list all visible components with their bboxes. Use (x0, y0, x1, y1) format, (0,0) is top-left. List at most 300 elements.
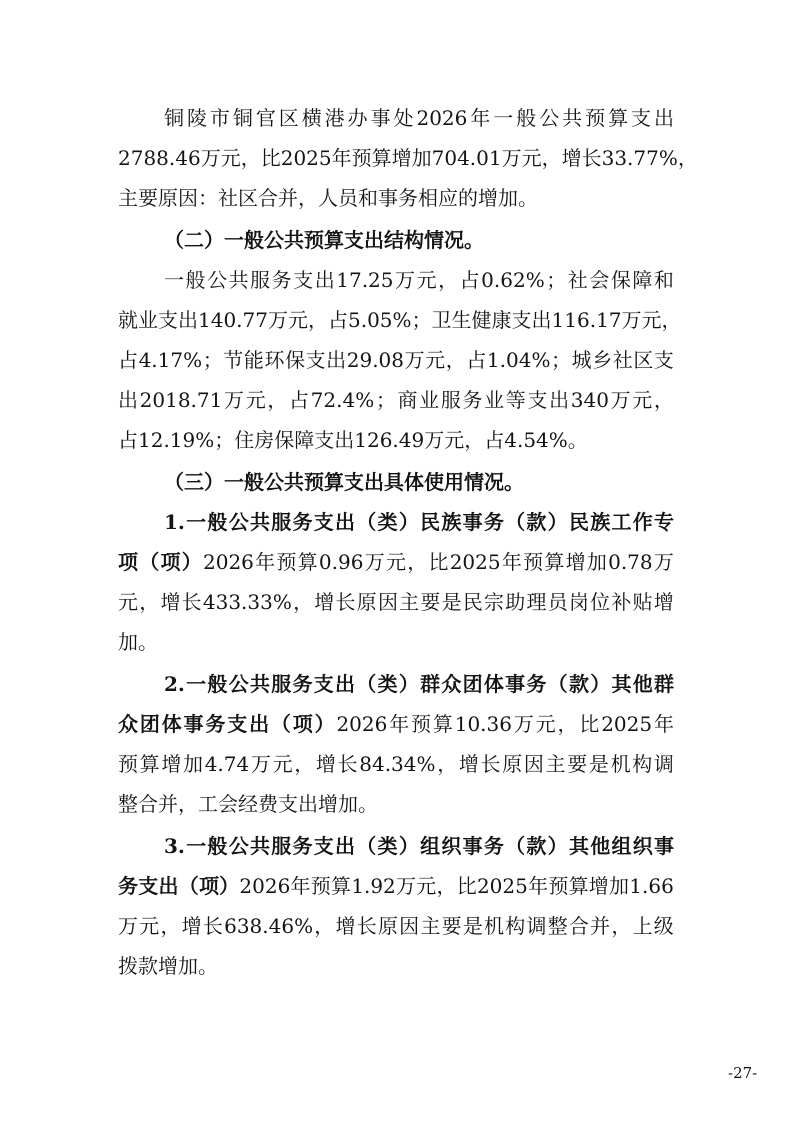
text-token: 保 (285, 348, 306, 372)
text-token: 是 (588, 752, 609, 776)
text-token: 占 (459, 268, 480, 292)
text-line (118, 342, 674, 378)
bold-text-token: 作 (632, 510, 653, 534)
text-token: 增 (314, 590, 335, 614)
line-text: 占12.19%；住房保障支出126.49万元，占4.54%。 (118, 428, 588, 452)
bold-text-token: 事 (654, 834, 674, 858)
bold-text-token: 组 (611, 834, 632, 858)
text-token: 长 (202, 914, 223, 938)
text-line (164, 222, 484, 258)
bold-text-token: 支 (313, 510, 334, 534)
bold-text-token: 民 (420, 510, 441, 534)
text-token: 要 (441, 914, 462, 938)
bold-text-token: 织 (441, 834, 462, 858)
bold-text-token: 出 (158, 874, 179, 898)
text-token: 环 (264, 348, 285, 372)
text-token: 比 (456, 874, 477, 898)
bold-text-token: 类 (377, 510, 398, 534)
text-token: ， (438, 268, 459, 292)
bold-text-token: 一 (186, 510, 207, 534)
bold-text-token: 其 (611, 672, 632, 696)
text-token: 公 (539, 106, 560, 130)
text-token: 增 (653, 590, 674, 614)
text-token: 原 (502, 752, 523, 776)
text-token: 支 (631, 106, 652, 130)
bold-text-token: 务 (205, 712, 226, 736)
text-token: 2018.71 (139, 388, 223, 412)
bold-text-token: 共 (249, 510, 270, 534)
text-token: 社 (567, 268, 588, 292)
bold-text-token: （ (356, 672, 377, 696)
bold-text-token: （ (505, 510, 526, 534)
text-line (118, 908, 674, 944)
text-token: 事 (370, 106, 391, 130)
text-token: 增 (335, 914, 356, 938)
text-token: 调 (526, 914, 547, 938)
bold-text-token: 众 (118, 712, 138, 736)
text-token: 元 (220, 146, 241, 170)
text-line (118, 302, 682, 338)
text-token: 调 (653, 752, 674, 776)
bold-text-token: 织 (632, 834, 653, 858)
text-token: 一 (493, 106, 514, 130)
bold-text-token: 事 (462, 510, 483, 534)
text-token: 2025 (476, 874, 528, 898)
bold-text-token: （ (356, 510, 377, 534)
text-token: 638.46% (224, 914, 314, 938)
text-token: 支 (653, 348, 674, 372)
bold-text-token: 般 (207, 834, 228, 858)
line-text: 主要原因：社区合并，人员和事务相应的增加。 (118, 186, 538, 210)
text-token: 贴 (632, 590, 653, 614)
text-token: 算 (139, 752, 160, 776)
text-token: 长 (581, 146, 602, 170)
bold-text-token: 众 (441, 672, 462, 696)
text-token: 2026 (416, 106, 468, 130)
bold-text-token: 共 (249, 834, 270, 858)
text-line (118, 544, 674, 580)
text-token: 是 (441, 590, 462, 614)
text-token: 业 (138, 308, 158, 332)
text-token: 因 (399, 914, 420, 938)
text-token: 处 (393, 106, 414, 130)
line-text: 整合并，工会经费支出增加。 (118, 792, 378, 816)
text-token: ， (445, 348, 466, 372)
text-token: 元 (385, 550, 406, 574)
bold-text-token: （ (178, 874, 199, 898)
bold-text-token: 项 (292, 712, 313, 736)
bold-text-token: 务 (483, 510, 504, 534)
bold-text-token: 族 (441, 510, 462, 534)
text-token: 万 (118, 914, 138, 938)
text-token: ， (653, 388, 674, 412)
text-line (164, 828, 674, 864)
text-token: 1.92 (351, 874, 396, 898)
bold-text-token: ） (547, 510, 568, 534)
text-token: 就 (118, 308, 138, 332)
bold-text-token: 出 (335, 834, 356, 858)
text-token: 万 (513, 712, 534, 736)
text-token: 增 (458, 752, 479, 776)
text-token: ， (677, 146, 698, 170)
bold-text-token: （ (505, 834, 526, 858)
text-token: 加 (586, 550, 607, 574)
bold-text-token: 项 (118, 550, 138, 574)
text-token: ， (293, 590, 314, 614)
text-line (164, 262, 674, 298)
text-token: 万 (621, 308, 642, 332)
text-token: 元 (535, 712, 556, 736)
text-token: 区 (278, 106, 299, 130)
text-token: 4.74 (204, 752, 250, 776)
text-token: 服 (250, 268, 271, 292)
text-token: 元 (272, 752, 293, 776)
text-token: 2025 (449, 550, 501, 574)
bold-text-token: 其 (568, 834, 589, 858)
text-token: ； (546, 268, 567, 292)
text-token: 72.4% (310, 388, 375, 412)
text-token: 节 (223, 348, 244, 372)
text-token: 5.05% (347, 308, 412, 332)
line-text: 加。 (118, 630, 158, 654)
text-token: 原 (356, 590, 377, 614)
text-token: 比 (428, 550, 449, 574)
text-line (118, 422, 588, 458)
text-token: ， (437, 752, 458, 776)
text-token: 是 (462, 914, 483, 938)
bold-heading-text: （三）一般公共预算支出具体使用情况。 (164, 470, 524, 494)
bold-text-token: （ (139, 550, 160, 574)
text-token: 主 (399, 590, 420, 614)
text-token: 1.04% (486, 348, 551, 372)
text-token: ， (541, 146, 562, 170)
text-token: 预 (351, 146, 372, 170)
text-token: 33.77% (601, 146, 678, 170)
text-token: 万 (610, 388, 631, 412)
text-line (164, 504, 674, 540)
text-token: 障 (632, 268, 653, 292)
text-token: 员 (547, 590, 568, 614)
bold-text-token: 工 (611, 510, 632, 534)
bold-text-token: 务 (292, 672, 313, 696)
text-token: 433.33% (202, 590, 292, 614)
bold-text-token: 服 (271, 672, 292, 696)
text-token: 并 (590, 914, 611, 938)
text-token: ； (375, 388, 396, 412)
text-token: 29.08 (346, 348, 405, 372)
text-token: ， (139, 590, 160, 614)
text-token: 出 (531, 308, 552, 332)
text-token: 长 (356, 914, 377, 938)
text-line (118, 868, 674, 904)
text-token: 机 (484, 914, 505, 938)
bold-text-token: （ (270, 712, 291, 736)
text-token: 元 (632, 388, 653, 412)
text-token: 要 (567, 752, 588, 776)
bold-text-token: ） (398, 672, 419, 696)
text-token: 算 (544, 550, 565, 574)
text-token: 和 (653, 268, 674, 292)
bold-text-token: ） (547, 834, 568, 858)
bold-text-token: ） (398, 510, 419, 534)
bold-text-token: ） (398, 834, 419, 858)
bold-text-token: 款 (568, 672, 589, 696)
text-token: 预 (523, 550, 544, 574)
text-token: 140.77 (198, 308, 268, 332)
text-token: 2026 (203, 550, 254, 574)
bold-text-token: 务 (292, 510, 313, 534)
text-token: 年 (331, 146, 352, 170)
text-line (118, 786, 378, 822)
text-line (118, 948, 218, 984)
text-line (164, 464, 524, 500)
text-token: 官 (255, 106, 276, 130)
bold-text-token: ） (590, 672, 611, 696)
text-token: 助 (505, 590, 526, 614)
bold-text-token: 事 (505, 672, 526, 696)
text-token: 加 (411, 146, 432, 170)
text-token: 因 (523, 752, 544, 776)
text-token: 2026 (336, 712, 388, 736)
bold-text-token: 服 (271, 834, 292, 858)
text-token: 出 (326, 348, 347, 372)
text-token: 704.01 (431, 146, 502, 170)
text-token: 万 (501, 146, 522, 170)
text-token: 预 (276, 550, 297, 574)
text-token: ， (267, 388, 288, 412)
bold-text-token: 体 (483, 672, 504, 696)
bold-text-token: 支 (227, 712, 248, 736)
text-token: 城 (571, 348, 592, 372)
text-token: 般 (516, 106, 537, 130)
bold-text-token: 事 (183, 712, 204, 736)
text-token: 增 (588, 874, 609, 898)
bold-text-token: 支 (138, 874, 159, 898)
text-token: 出 (314, 268, 335, 292)
text-token: 港 (324, 106, 345, 130)
bold-text-token: 出 (335, 510, 356, 534)
text-token: 万 (395, 268, 416, 292)
text-token: 务 (271, 268, 292, 292)
text-token: 公 (207, 268, 228, 292)
text-token: 万 (396, 874, 417, 898)
text-token: 116.17 (551, 308, 622, 332)
text-token: 理 (526, 590, 547, 614)
bold-text-token: 群 (420, 672, 441, 696)
bold-text-token: 出 (335, 672, 356, 696)
bold-text-token: 支 (313, 672, 334, 696)
text-token: 卫 (431, 308, 452, 332)
text-token: 民 (462, 590, 483, 614)
text-line (118, 584, 674, 620)
text-token: ， (160, 914, 181, 938)
text-token: 年 (255, 550, 276, 574)
text-token: 340 (570, 388, 609, 412)
bold-text-token: 公 (228, 510, 249, 534)
text-token: 预 (310, 874, 331, 898)
text-token: 服 (440, 388, 461, 412)
text-token: 元 (416, 874, 437, 898)
text-token: 位 (590, 590, 611, 614)
text-token: 办 (347, 106, 368, 130)
text-line (118, 624, 158, 660)
text-token: 铜 (232, 106, 253, 130)
text-token: 康 (491, 308, 512, 332)
text-token: 元 (118, 590, 138, 614)
text-line (118, 706, 674, 742)
text-token: 横 (301, 106, 322, 130)
text-token: 整 (547, 914, 568, 938)
text-token: 铜 (164, 106, 184, 130)
text-token: 共 (228, 268, 249, 292)
text-token: 元 (416, 268, 437, 292)
text-token: 万 (404, 348, 425, 372)
bold-text-token: 务 (483, 834, 504, 858)
bold-text-token: 一 (186, 672, 207, 696)
text-token: 算 (432, 712, 453, 736)
text-token: 出 (178, 308, 198, 332)
text-token: 算 (297, 550, 318, 574)
bold-text-token: 般 (207, 510, 228, 534)
text-token: 84.34% (359, 752, 436, 776)
text-token: 预 (118, 752, 138, 776)
text-token: 合 (568, 914, 589, 938)
text-token: 年 (528, 874, 549, 898)
text-token: 0.62% (481, 268, 545, 292)
text-token: 比 (260, 146, 281, 170)
text-token: ， (240, 146, 261, 170)
text-token: 算 (331, 874, 352, 898)
text-token: 主 (545, 752, 566, 776)
text-token: ， (661, 308, 682, 332)
text-token: 出 (653, 106, 674, 130)
text-token: 长 (337, 752, 358, 776)
text-token: 比 (579, 712, 600, 736)
text-token: 增 (160, 590, 181, 614)
text-line (164, 100, 674, 136)
text-token: 算 (568, 874, 589, 898)
text-token: 算 (371, 146, 392, 170)
text-token: 支 (158, 308, 178, 332)
bold-text-token: 一 (186, 834, 207, 858)
bold-text-token: 款 (526, 834, 547, 858)
text-token: 元 (245, 388, 266, 412)
text-token: 10.36 (454, 712, 512, 736)
text-token: 算 (608, 106, 629, 130)
text-token: 出 (549, 388, 570, 412)
text-token: 0.96 (318, 550, 364, 574)
text-token: ， (407, 550, 428, 574)
text-token: 万 (200, 146, 221, 170)
bold-text-token: 体 (161, 712, 182, 736)
text-token: 加 (609, 874, 630, 898)
bold-text-token: 共 (249, 672, 270, 696)
text-token: 占 (289, 388, 309, 412)
text-token: 增 (565, 550, 586, 574)
text-token: 17.25 (336, 268, 394, 292)
text-token: 等 (505, 388, 526, 412)
page-number: -27- (728, 1064, 758, 1082)
text-token: 增 (561, 146, 582, 170)
text-token: 占 (118, 348, 138, 372)
text-token: 万 (267, 308, 288, 332)
text-token: 宗 (484, 590, 505, 614)
text-token: 支 (293, 268, 314, 292)
bold-text-token: 支 (313, 834, 334, 858)
text-token: 1.66 (629, 874, 674, 898)
text-token: 万 (364, 550, 385, 574)
text-token: 长 (480, 752, 501, 776)
text-token: 2025 (601, 712, 653, 736)
text-line (118, 180, 538, 216)
text-token: 年 (290, 874, 311, 898)
text-token: 务 (462, 388, 483, 412)
text-token: 会 (589, 268, 610, 292)
text-token: 0.78 (608, 550, 653, 574)
text-token: 元 (641, 308, 662, 332)
text-token: 因 (377, 590, 398, 614)
text-token: ， (611, 914, 632, 938)
bold-text-token: 款 (526, 510, 547, 534)
bold-text-token: ） (314, 712, 335, 736)
bold-text-token: （ (547, 672, 568, 696)
text-token: 社 (612, 348, 633, 372)
bold-text-token: 组 (420, 834, 441, 858)
bold-text-token: 项 (160, 550, 181, 574)
bold-text-token: 他 (590, 834, 611, 858)
bold-text-token: 1. (164, 510, 185, 534)
text-token: 商 (397, 388, 418, 412)
bold-text-token: 3. (164, 834, 185, 858)
text-token: 元 (287, 308, 308, 332)
text-token: 增 (391, 146, 412, 170)
text-token: 元 (521, 146, 542, 170)
bold-text-token: ） (219, 874, 240, 898)
text-token: 支 (527, 388, 548, 412)
text-token: 增 (161, 752, 182, 776)
text-token: 能 (243, 348, 264, 372)
bold-text-token: 事 (462, 834, 483, 858)
text-line (118, 140, 698, 176)
text-token: ， (294, 752, 315, 776)
text-line (164, 666, 674, 702)
text-token: 万 (653, 550, 674, 574)
text-token: 2026 (239, 874, 291, 898)
text-token: 机 (610, 752, 631, 776)
text-token: 4.17% (138, 348, 203, 372)
text-token: 元 (425, 348, 446, 372)
bold-text-token: 类 (377, 834, 398, 858)
bold-text-token: 专 (654, 510, 674, 534)
bold-text-token: 公 (228, 834, 249, 858)
text-token: 元 (139, 914, 160, 938)
bold-text-token: 他 (632, 672, 653, 696)
text-token: 生 (451, 308, 472, 332)
bold-heading-text: （二）一般公共预算支出结构情况。 (164, 228, 484, 252)
bold-text-token: 团 (139, 712, 160, 736)
text-token: 预 (585, 106, 606, 130)
text-token: 万 (250, 752, 271, 776)
text-token: ， (314, 914, 335, 938)
text-token: 长 (181, 590, 202, 614)
text-token: ， (307, 308, 328, 332)
text-line (118, 382, 674, 418)
text-token: 长 (335, 590, 356, 614)
text-token: 增 (315, 752, 336, 776)
text-token: 陵 (186, 106, 207, 130)
text-token: 占 (466, 348, 487, 372)
text-token: 万 (224, 388, 245, 412)
